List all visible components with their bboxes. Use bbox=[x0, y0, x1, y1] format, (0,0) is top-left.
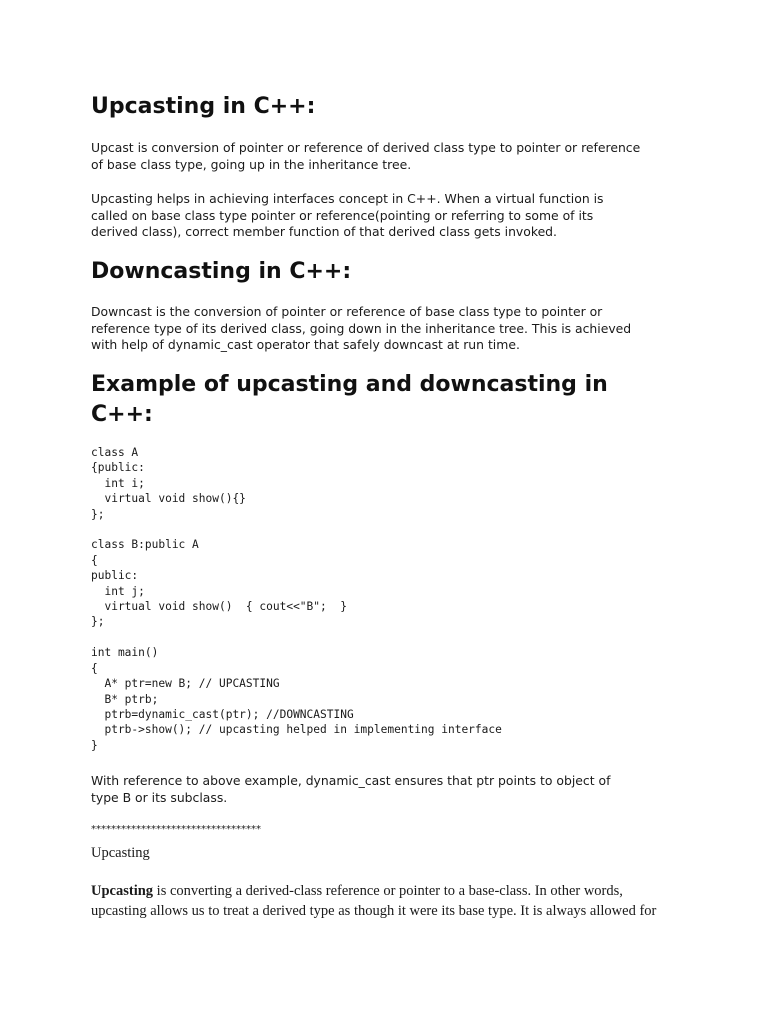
code-line: int main() bbox=[91, 646, 159, 660]
upcasting-interfaces-paragraph bbox=[91, 191, 691, 241]
code-line: {public: bbox=[91, 461, 145, 475]
code-line: A* ptr=new B; // UPCASTING bbox=[91, 677, 280, 691]
text-line: Upcasting helps in achieving interfaces concept in C++. When a virtual function is bbox=[91, 191, 604, 206]
separator-line: ********************************** bbox=[91, 824, 261, 835]
code-line bbox=[91, 630, 502, 645]
text-line: with help of dynamic_cast operator that safely downcast at run time. bbox=[91, 337, 520, 353]
line-rest: is converting a derived-class reference or pointer to a base-class. In other words, bbox=[153, 883, 623, 899]
code-line: }; bbox=[91, 615, 105, 629]
heading-line: C++: bbox=[91, 402, 153, 427]
heading-line: Example of upcasting and downcasting in bbox=[91, 372, 608, 397]
text-line: called on base class type pointer or reference(pointing or referring to some of its bbox=[91, 207, 594, 223]
example-heading bbox=[91, 370, 608, 430]
code-line: } bbox=[91, 738, 98, 752]
upcasting-explanation-paragraph bbox=[91, 881, 711, 921]
code-line: ptrb->show(); // upcasting helped in implementing interface bbox=[91, 723, 502, 737]
code-line: { bbox=[91, 661, 98, 675]
downcasting-definition-paragraph bbox=[91, 304, 691, 354]
code-example-block bbox=[91, 445, 502, 753]
text-line bbox=[91, 881, 711, 901]
upcasting-definition-paragraph bbox=[91, 140, 691, 173]
text-line: Upcast is conversion of pointer or reference of derived class type to pointer or reference bbox=[91, 140, 641, 155]
code-line: virtual void show(){} bbox=[91, 492, 246, 506]
text-line: Downcast is the conversion of pointer or reference of base class type to pointer or bbox=[91, 304, 603, 319]
code-line: class A bbox=[91, 446, 139, 459]
upcasting-label: Upcasting bbox=[91, 845, 150, 861]
code-line: class B:public A bbox=[91, 538, 199, 552]
text-line: type B or its subclass. bbox=[91, 789, 228, 805]
bold-term: Upcasting bbox=[91, 883, 154, 899]
code-line: int i; bbox=[91, 476, 145, 490]
code-line: ptrb=dynamic_cast(ptr); //DOWNCASTING bbox=[91, 707, 354, 721]
downcasting-heading: Downcasting in C++: bbox=[91, 259, 352, 284]
text-line: With reference to above example, dynamic_cast ensures that ptr points to object of bbox=[91, 773, 611, 788]
dynamic-cast-note-paragraph bbox=[91, 773, 691, 806]
code-line: }; bbox=[91, 507, 105, 521]
text-line: reference type of its derived class, going down in the inheritance tree. This is achieved bbox=[91, 320, 632, 336]
text-line: of base class type, going up in the inheritance tree. bbox=[91, 156, 412, 172]
code-line: B* ptrb; bbox=[91, 692, 159, 706]
upcasting-heading: Upcasting in C++: bbox=[91, 94, 316, 119]
code-line: { bbox=[91, 553, 98, 567]
code-line bbox=[91, 522, 502, 537]
code-line: int j; bbox=[91, 584, 145, 598]
code-line: virtual void show() { cout<<"B"; } bbox=[91, 600, 347, 614]
text-line: upcasting allows us to treat a derived type as though it were its base type. It is always allowed for bbox=[91, 903, 657, 919]
text-line: derived class), correct member function of that derived class gets invoked. bbox=[91, 224, 557, 240]
code-line: public: bbox=[91, 569, 139, 583]
